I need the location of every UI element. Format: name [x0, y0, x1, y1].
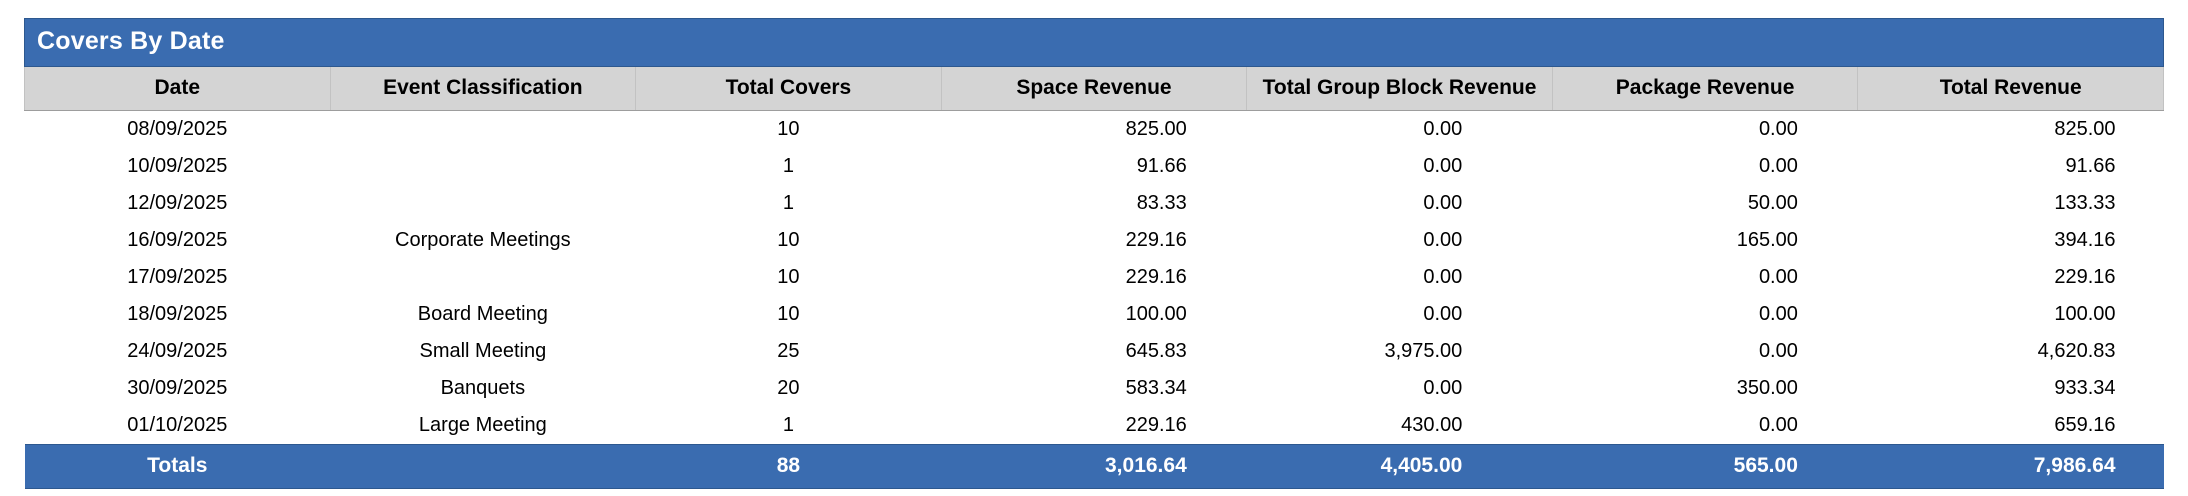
cell-classification	[330, 185, 636, 222]
cell-date: 30/09/2025	[25, 370, 331, 407]
report-title-row	[25, 19, 2164, 67]
cell-space-revenue: 83.33	[941, 185, 1247, 222]
cell-covers: 10	[636, 296, 942, 333]
cell-classification: Banquets	[330, 370, 636, 407]
covers-by-date-table	[24, 18, 2164, 489]
column-header-date[interactable]: Date	[25, 67, 331, 111]
cell-space-revenue: 645.83	[941, 333, 1247, 370]
cell-classification	[330, 259, 636, 296]
cell-total-revenue: 133.33	[1858, 185, 2164, 222]
cell-covers: 25	[636, 333, 942, 370]
totals-label: Totals	[25, 445, 331, 489]
table-row[interactable]	[25, 407, 2164, 445]
cell-total-revenue: 100.00	[1858, 296, 2164, 333]
cell-group-block-revenue: 0.00	[1247, 296, 1553, 333]
totals-row	[25, 445, 2164, 489]
cell-covers: 10	[636, 259, 942, 296]
page-title: Covers By Date	[25, 19, 2164, 67]
table-row[interactable]	[25, 296, 2164, 333]
cell-package-revenue: 0.00	[1552, 407, 1858, 445]
cell-classification: Large Meeting	[330, 407, 636, 445]
table-row[interactable]	[25, 333, 2164, 370]
cell-space-revenue: 229.16	[941, 407, 1247, 445]
cell-package-revenue: 0.00	[1552, 148, 1858, 185]
cell-group-block-revenue: 430.00	[1247, 407, 1553, 445]
column-header-event-classification[interactable]: Event Classification	[330, 67, 636, 111]
cell-total-revenue: 229.16	[1858, 259, 2164, 296]
column-header-total-covers[interactable]: Total Covers	[636, 67, 942, 111]
cell-covers: 1	[636, 407, 942, 445]
cell-covers: 10	[636, 222, 942, 259]
table-row[interactable]	[25, 111, 2164, 149]
cell-group-block-revenue: 0.00	[1247, 222, 1553, 259]
cell-covers: 10	[636, 111, 942, 149]
cell-package-revenue: 165.00	[1552, 222, 1858, 259]
cell-date: 17/09/2025	[25, 259, 331, 296]
cell-classification: Board Meeting	[330, 296, 636, 333]
cell-group-block-revenue: 0.00	[1247, 259, 1553, 296]
cell-space-revenue: 825.00	[941, 111, 1247, 149]
column-header-total-group-block-revenue[interactable]: Total Group Block Revenue	[1247, 67, 1553, 111]
cell-group-block-revenue: 0.00	[1247, 185, 1553, 222]
column-header-space-revenue[interactable]: Space Revenue	[941, 67, 1247, 111]
totals-package-revenue: 565.00	[1552, 445, 1858, 489]
cell-space-revenue: 91.66	[941, 148, 1247, 185]
table-row[interactable]	[25, 259, 2164, 296]
cell-date: 18/09/2025	[25, 296, 331, 333]
cell-classification	[330, 148, 636, 185]
table-row[interactable]	[25, 222, 2164, 259]
cell-covers: 1	[636, 148, 942, 185]
cell-package-revenue: 0.00	[1552, 333, 1858, 370]
cell-total-revenue: 394.16	[1858, 222, 2164, 259]
cell-classification: Corporate Meetings	[330, 222, 636, 259]
cell-package-revenue: 0.00	[1552, 111, 1858, 149]
cell-date: 12/09/2025	[25, 185, 331, 222]
cell-group-block-revenue: 0.00	[1247, 111, 1553, 149]
cell-space-revenue: 229.16	[941, 222, 1247, 259]
cell-date: 10/09/2025	[25, 148, 331, 185]
cell-classification	[330, 111, 636, 149]
cell-group-block-revenue: 0.00	[1247, 370, 1553, 407]
cell-package-revenue: 50.00	[1552, 185, 1858, 222]
cell-package-revenue: 0.00	[1552, 259, 1858, 296]
cell-package-revenue: 350.00	[1552, 370, 1858, 407]
cell-date: 16/09/2025	[25, 222, 331, 259]
column-header-package-revenue[interactable]: Package Revenue	[1552, 67, 1858, 111]
table-column-headers	[25, 67, 2164, 111]
cell-space-revenue: 100.00	[941, 296, 1247, 333]
cell-classification: Small Meeting	[330, 333, 636, 370]
cell-date: 08/09/2025	[25, 111, 331, 149]
cell-space-revenue: 229.16	[941, 259, 1247, 296]
table-row[interactable]	[25, 185, 2164, 222]
cell-covers: 1	[636, 185, 942, 222]
cell-group-block-revenue: 3,975.00	[1247, 333, 1553, 370]
table-row[interactable]	[25, 370, 2164, 407]
totals-group-block-revenue: 4,405.00	[1247, 445, 1553, 489]
cell-total-revenue: 4,620.83	[1858, 333, 2164, 370]
cell-date: 24/09/2025	[25, 333, 331, 370]
cell-date: 01/10/2025	[25, 407, 331, 445]
cell-package-revenue: 0.00	[1552, 296, 1858, 333]
totals-covers: 88	[636, 445, 942, 489]
totals-total-revenue: 7,986.64	[1858, 445, 2164, 489]
cell-total-revenue: 933.34	[1858, 370, 2164, 407]
totals-classification	[330, 445, 636, 489]
totals-space-revenue: 3,016.64	[941, 445, 1247, 489]
column-header-total-revenue[interactable]: Total Revenue	[1858, 67, 2164, 111]
cell-total-revenue: 825.00	[1858, 111, 2164, 149]
cell-total-revenue: 659.16	[1858, 407, 2164, 445]
table-body	[25, 111, 2164, 445]
cell-space-revenue: 583.34	[941, 370, 1247, 407]
cell-total-revenue: 91.66	[1858, 148, 2164, 185]
table-row[interactable]	[25, 148, 2164, 185]
cell-group-block-revenue: 0.00	[1247, 148, 1553, 185]
cell-covers: 20	[636, 370, 942, 407]
